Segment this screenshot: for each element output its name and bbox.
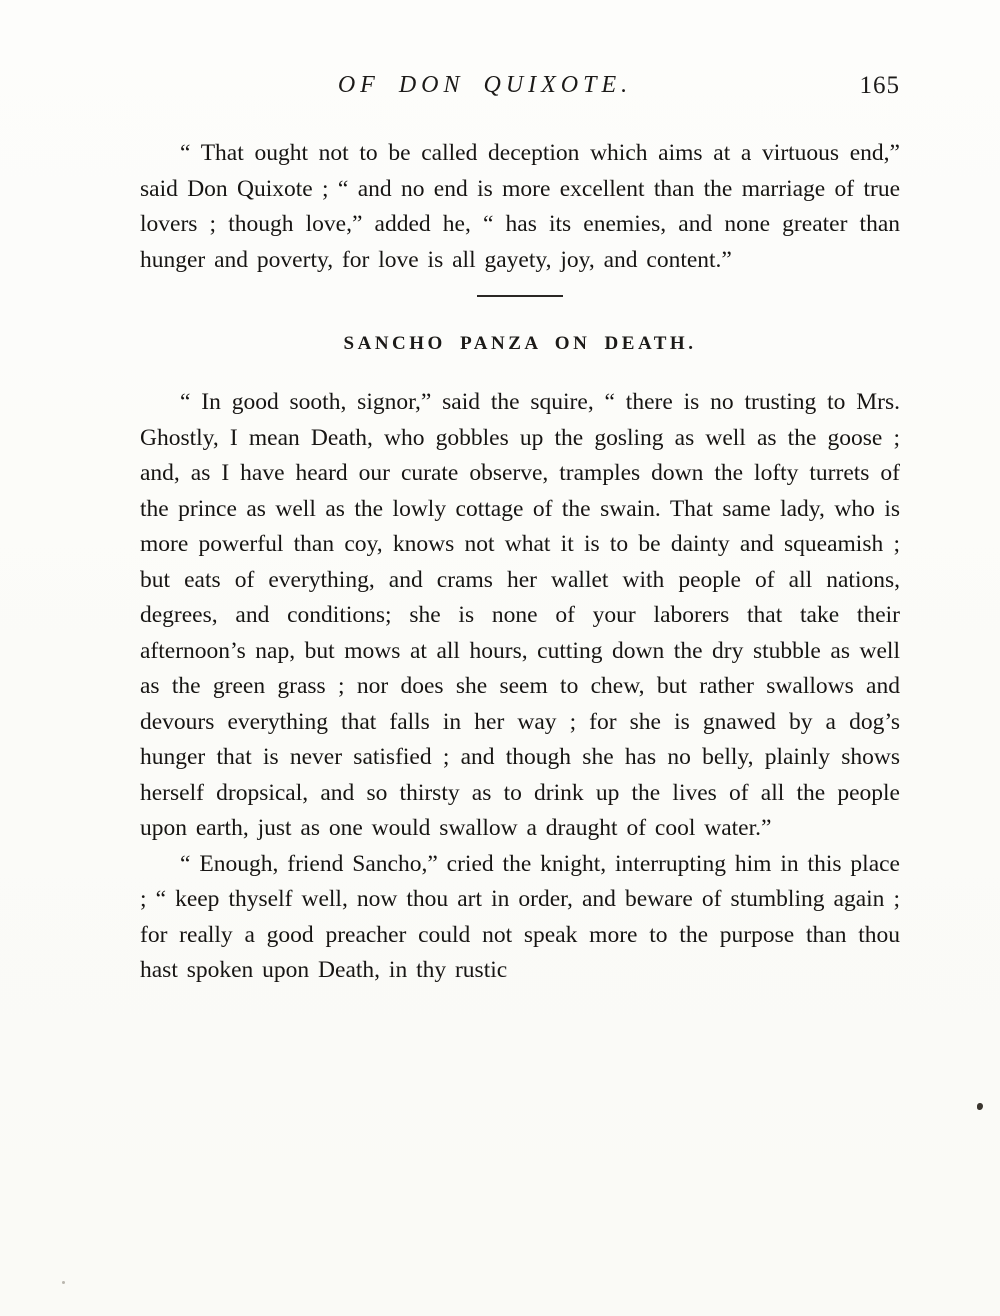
paragraph-knight-reply: “ Enough, friend Sancho,” cried the knight, interrupting him in this place ; “ keep thyself well, now thou art in order, and beware of stumbling again ; for really a good preacher could not speak more to the purpose than thou hast spoken upon Death, in thy rustic <box>140 850 900 983</box>
scan-edge-artifact <box>62 1281 65 1284</box>
paragraph-sancho-on-death: “ In good sooth, signor,” said the squire, “ there is no trusting to Mrs. Ghostly, I mean Death, who gobbles up the gosling as well as the goose ; and, as I have heard our curate observe, tramples down the lofty turrets of the prince as well as the lowly cottage of the swain. That same lady, who is more powerful than coy, knows not what it is to be dainty and squeamish ; but eats of everything, and crams her wallet with people of all nations, degrees, and conditions; she is none of your laborers that take their afternoon’s nap, but mows at all hours, cutting down the dry stubble as well as the green grass ; nor does she seem to chew, but rather swallows and devours everything that falls in her way ; for she is gnawed by a dog’s hunger that is never satisfied ; and though she has no belly, plainly shows herself dropsical, and so thirsty as to drink up the lives of all the people upon earth, just as one would swallow a draught of cool water.” <box>140 389 900 841</box>
page-header <box>140 72 900 106</box>
section-divider <box>477 295 563 297</box>
ink-speck-artifact <box>977 1103 983 1110</box>
running-title: OF DON QUIXOTE. <box>337 72 633 98</box>
page-body <box>140 136 900 989</box>
paragraph-don-quixote: “ That ought not to be called deception which aims at a virtuous end,” said Don Quixote ; “ and no end is more excellent than the marriage of true lovers ; though love,” added he, “ has its enemies, and none greater than hunger and poverty, for love is all gayety, joy, and content.” <box>140 140 900 273</box>
page-number: 165 <box>859 72 900 99</box>
section-heading: SANCHO PANZA ON DEATH. <box>343 333 697 354</box>
